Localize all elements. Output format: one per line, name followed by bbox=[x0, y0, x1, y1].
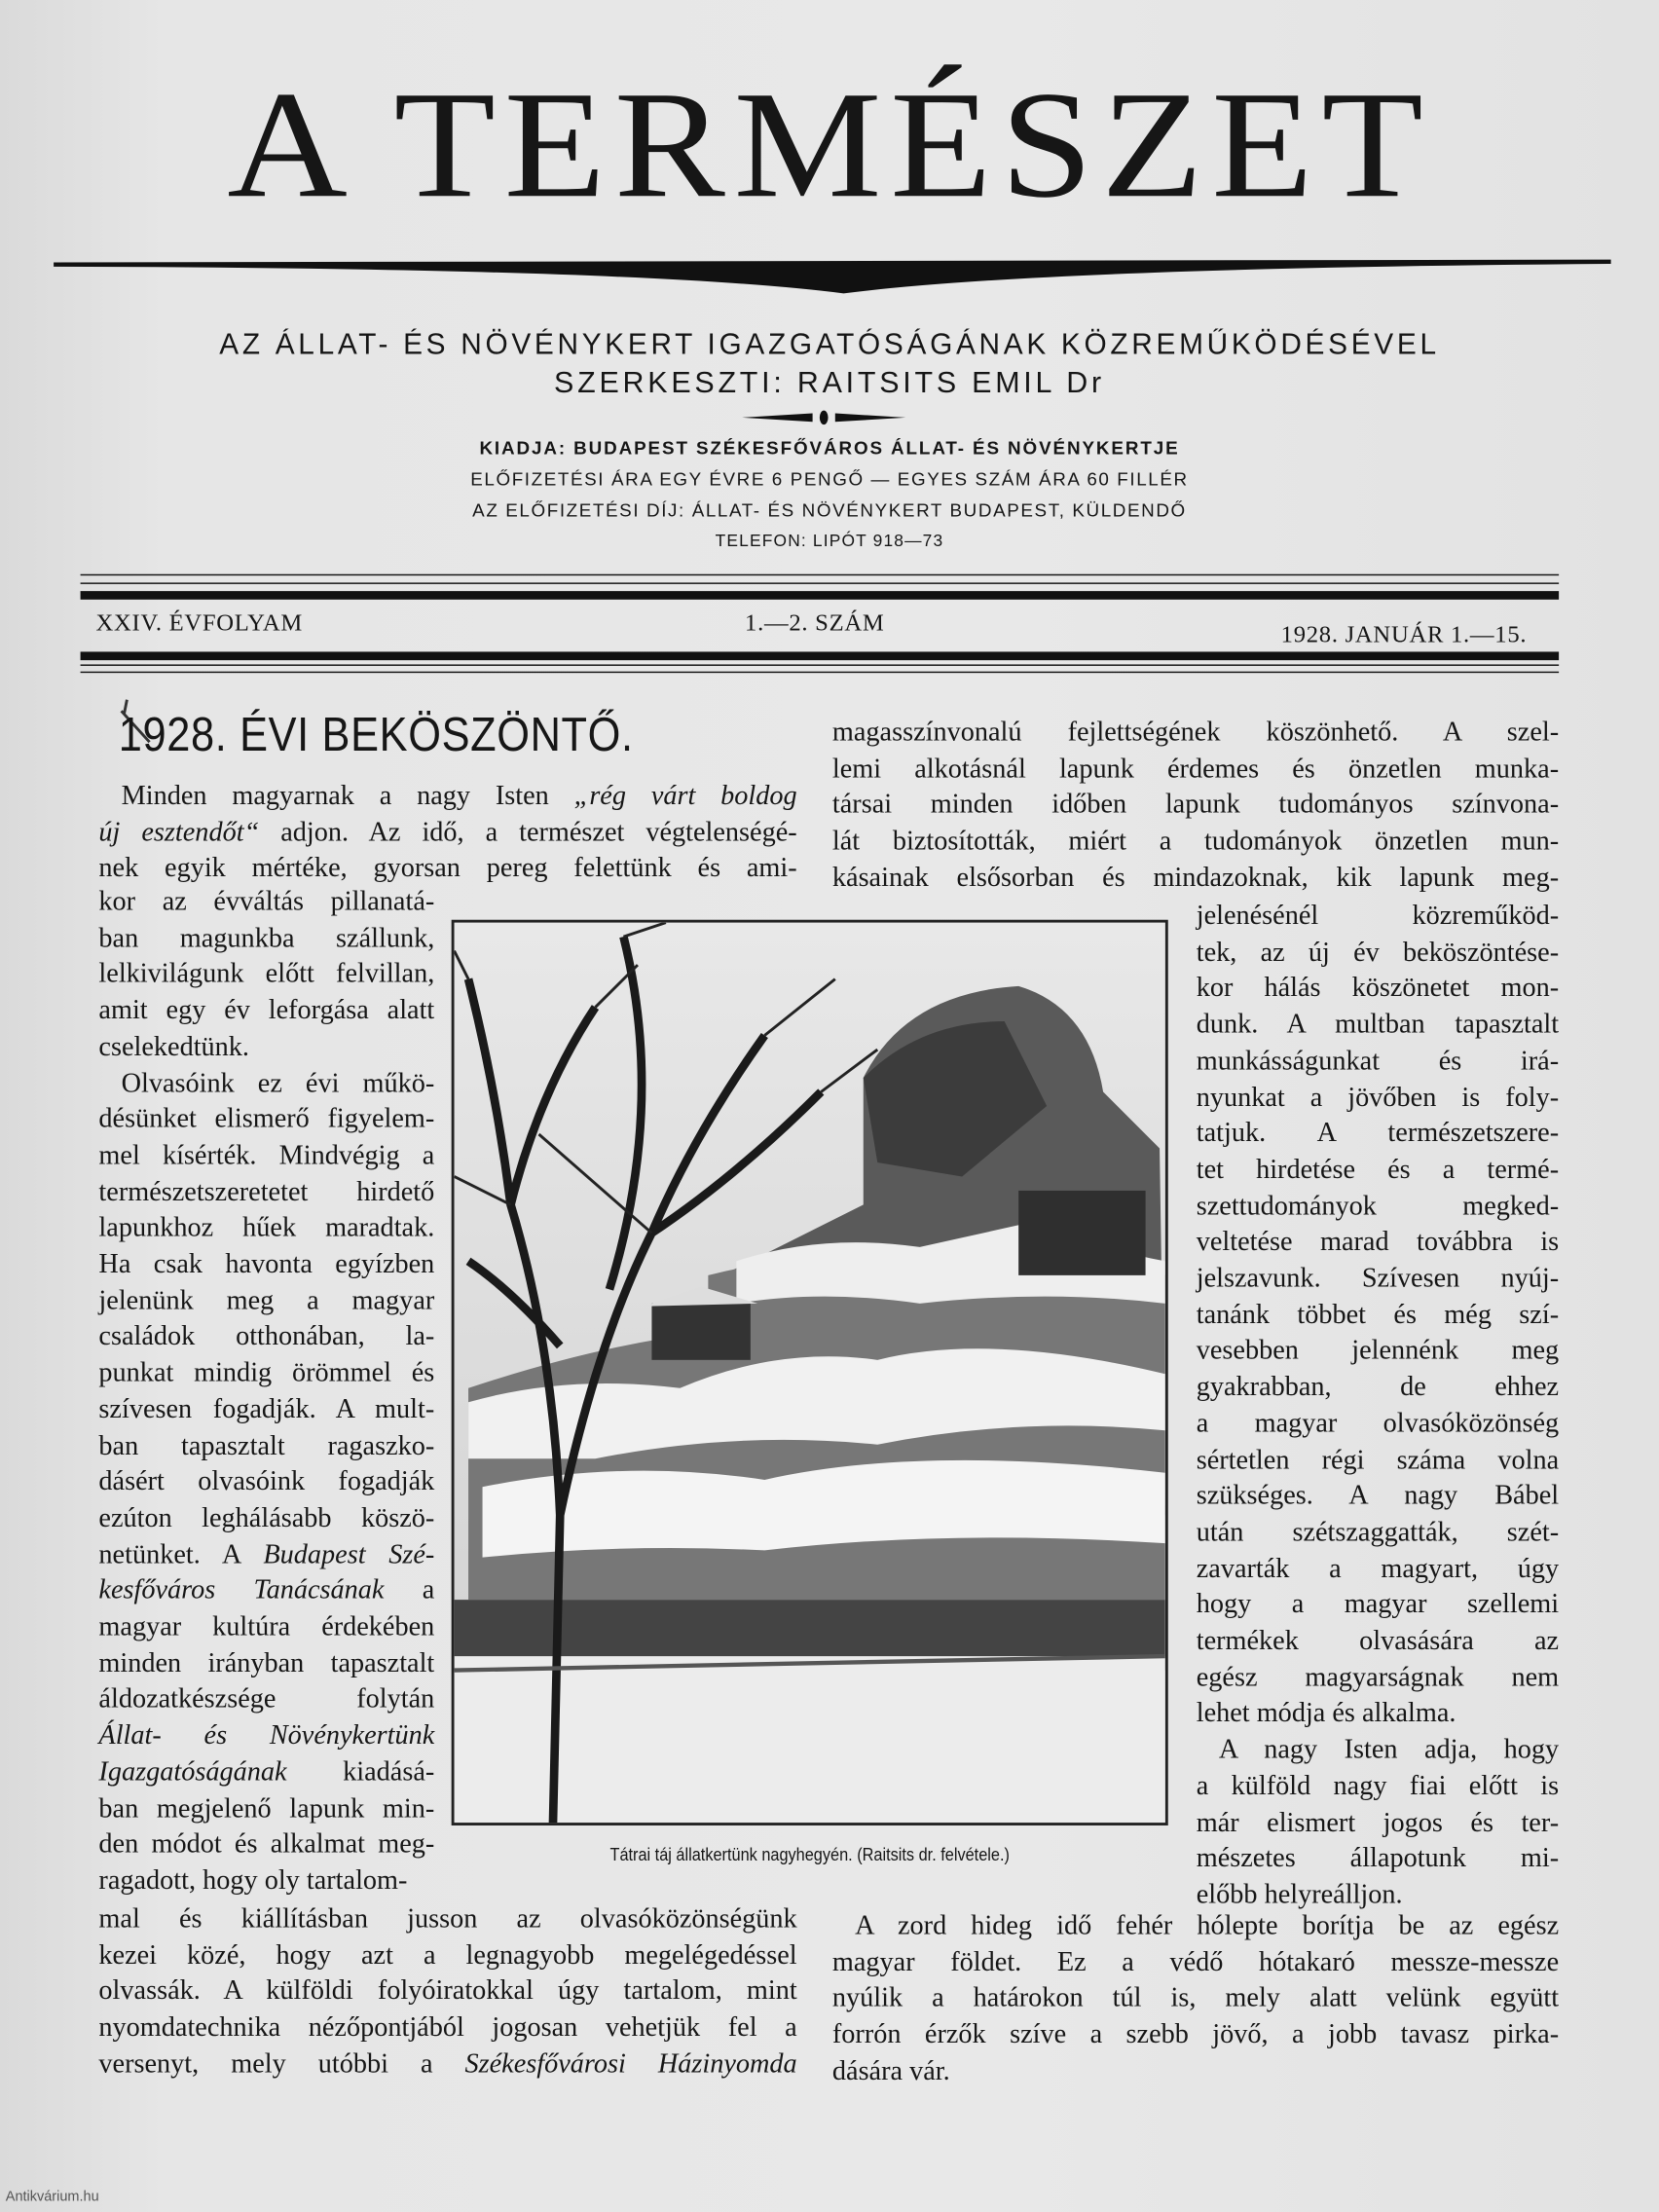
text-line bbox=[1197, 1406, 1559, 1443]
text-line bbox=[98, 1537, 434, 1574]
text-segment: hogy a magyar szellemi bbox=[1196, 1590, 1560, 1620]
text-line bbox=[832, 2053, 1559, 2090]
text-line bbox=[1197, 1624, 1559, 1661]
text-segment: lelkivilágunk előtt felvillan, bbox=[98, 959, 435, 990]
text-segment: dásért olvasóink fogadják bbox=[98, 1467, 435, 1497]
text-line bbox=[98, 1901, 796, 1938]
issue-volume: XXIV. ÉVFOLYAM bbox=[95, 608, 304, 637]
text-line bbox=[1197, 1696, 1559, 1733]
rule-thin bbox=[81, 574, 1560, 575]
text-line bbox=[98, 851, 796, 888]
text-line bbox=[98, 1102, 434, 1139]
italic-text: Budapest Szé- bbox=[263, 1539, 435, 1570]
text-segment: dására vár. bbox=[831, 2056, 950, 2086]
text-segment: a bbox=[384, 1575, 435, 1606]
text-line bbox=[98, 1247, 434, 1284]
text-segment: Olvasóink ez évi műkö- bbox=[121, 1068, 435, 1099]
text-line bbox=[832, 716, 1559, 753]
text-segment: gyakrabban, de ehhez bbox=[1196, 1372, 1560, 1403]
text-segment: mel kísérték. Mindvégig a bbox=[98, 1141, 435, 1171]
text-segment: a külföld nagy fiai előtt is bbox=[1196, 1771, 1560, 1802]
text-line bbox=[832, 1908, 1559, 1945]
text-segment: kiadásá- bbox=[286, 1757, 435, 1788]
text-segment: jelenünk meg a magyar bbox=[98, 1286, 435, 1316]
text-segment: netünket. A bbox=[98, 1539, 264, 1570]
text-segment: versenyt, mely utóbbi a bbox=[98, 2049, 465, 2080]
text-segment: szettudományok megked- bbox=[1196, 1191, 1560, 1222]
text-segment: ban megjelenő lapunk min- bbox=[98, 1793, 435, 1824]
text-line bbox=[98, 1029, 434, 1066]
text-segment: nyunkat a jövőben is foly- bbox=[1196, 1083, 1560, 1113]
text-segment: olvassák. A külföldi folyóiratokkal úgy tartalom, mint bbox=[98, 1976, 797, 2008]
text-line bbox=[98, 1754, 434, 1791]
text-segment: kor az évváltás pillanatá- bbox=[98, 887, 435, 917]
text-segment: ban tapasztalt ragaszko- bbox=[98, 1430, 435, 1461]
text-line bbox=[98, 993, 434, 1030]
photo-image bbox=[455, 923, 1165, 1823]
italic-text: Igazgatóságának bbox=[98, 1757, 287, 1788]
masthead-subtitle: AZ ÁLLAT- ÉS NÖVÉNYKERT IGAZGATÓSÁGÁNAK KÖZREMŰKÖDÉSÉVEL bbox=[219, 328, 1440, 361]
text-segment: után szétszaggatták, szét- bbox=[1196, 1517, 1560, 1548]
text-line bbox=[1197, 1225, 1559, 1262]
text-segment: Ha csak havonta egyízben bbox=[98, 1249, 435, 1280]
address-line: AZ ELŐFIZETÉSI DÍJ: ÁLLAT- ÉS NÖVÉNYKERT BUDAPEST, KÜLDENDŐ bbox=[472, 498, 1187, 521]
text-segment: tet hirdetése és a termé- bbox=[1196, 1155, 1560, 1185]
text-segment: A nagy Isten adja, hogy bbox=[1218, 1735, 1560, 1765]
text-line bbox=[98, 2010, 796, 2047]
text-line bbox=[832, 1945, 1559, 1982]
italic-text: kesfőváros Tanácsának bbox=[98, 1575, 385, 1606]
text-segment: kásainak elsősorban és mindazoknak, kik lapunk meg- bbox=[831, 863, 1560, 893]
masthead-swoosh-divider bbox=[54, 254, 1611, 299]
text-line bbox=[98, 957, 434, 994]
text-line bbox=[98, 1319, 434, 1356]
text-line bbox=[98, 2046, 796, 2083]
text-line bbox=[98, 1718, 434, 1755]
text-segment: amit egy év leforgása alatt bbox=[98, 996, 435, 1026]
text-segment: mészetes állapotunk mi- bbox=[1196, 1844, 1560, 1874]
text-line bbox=[832, 2017, 1559, 2054]
text-segment: magyar földet. Ez a védő hótakaró messze-messze bbox=[831, 1947, 1560, 1978]
text-segment: adjon. Az idő, a természet végtelenségé- bbox=[259, 817, 797, 848]
text-segment: jelszavunk. Szívesen nyúj- bbox=[1196, 1264, 1560, 1294]
ornament-divider bbox=[739, 409, 908, 425]
text-line bbox=[1197, 1261, 1559, 1298]
rule-thin bbox=[81, 672, 1560, 673]
text-line bbox=[1197, 971, 1559, 1008]
text-segment: nek egyik mértéke, gyorsan pereg felettünk és ami- bbox=[98, 854, 797, 884]
text-line bbox=[98, 1428, 434, 1465]
text-segment: dunk. A multban tapasztalt bbox=[1196, 1010, 1560, 1041]
text-line bbox=[98, 779, 796, 816]
text-line bbox=[98, 1790, 434, 1827]
text-segment: den módot és alkalmat meg- bbox=[98, 1829, 435, 1861]
text-line bbox=[98, 885, 434, 922]
text-segment: kezei közé, hogy azt a legnagyobb megelégedéssel bbox=[98, 1940, 797, 1971]
issue-number: 1.—2. SZÁM bbox=[745, 608, 885, 637]
text-line bbox=[1197, 1116, 1559, 1153]
text-line bbox=[1197, 1479, 1559, 1516]
text-segment: családok otthonában, la- bbox=[98, 1322, 435, 1352]
text-segment: veltetése marad továbbra is bbox=[1196, 1228, 1560, 1258]
text-segment: Minden magyarnak a nagy Isten bbox=[121, 781, 574, 812]
text-line bbox=[1197, 1153, 1559, 1190]
text-line bbox=[1197, 1044, 1559, 1081]
text-line bbox=[1197, 1551, 1559, 1588]
text-segment: mal és kiállításban jusson az olvasóközönségünk bbox=[98, 1904, 797, 1935]
text-segment: magasszínvonalú fejlettségének köszönhető. A szel- bbox=[831, 718, 1560, 748]
text-segment: tanánk többet és még szí- bbox=[1196, 1300, 1560, 1330]
text-line bbox=[1197, 1008, 1559, 1045]
photo-caption: Tátrai táj állatkertünk nagyhegyén. (Raitsits dr. felvétele.) bbox=[609, 1845, 1010, 1865]
text-segment: tatjuk. A természetszere- bbox=[1196, 1119, 1560, 1149]
text-segment: punkat mindig örömmel és bbox=[98, 1358, 435, 1388]
text-segment: társai minden időben lapunk tudományos színvona- bbox=[831, 790, 1560, 821]
text-line bbox=[832, 752, 1559, 789]
text-segment: áldozatkészsége folytán bbox=[98, 1684, 435, 1715]
text-segment: désünket elismerő figyelem- bbox=[98, 1104, 435, 1135]
text-line bbox=[1197, 1515, 1559, 1552]
text-segment: ragadott, hogy oly tartalom- bbox=[98, 1865, 408, 1897]
text-segment: minden irányban tapasztalt bbox=[98, 1648, 435, 1678]
text-line bbox=[98, 1138, 434, 1175]
text-segment: kor hálás köszönetet mon- bbox=[1196, 974, 1560, 1004]
text-line bbox=[98, 1066, 434, 1103]
text-line bbox=[98, 815, 796, 852]
text-segment: a magyar olvasóközönség bbox=[1196, 1409, 1560, 1439]
text-segment: lapunkhoz hűek maradtak. bbox=[98, 1213, 435, 1243]
text-segment: magyar kultúra érdekében bbox=[98, 1612, 435, 1642]
watermark: Antikvárium.hu bbox=[5, 2189, 99, 2205]
text-line bbox=[98, 1464, 434, 1501]
text-line bbox=[1197, 1732, 1559, 1769]
text-line bbox=[832, 824, 1559, 861]
masthead-title: A TERMÉSZET bbox=[227, 59, 1432, 230]
text-line bbox=[832, 1981, 1559, 2018]
text-segment: lemi alkotásnál lapunk érdemes és önzetlen munka- bbox=[831, 754, 1560, 785]
rule-thin bbox=[81, 582, 1560, 583]
publisher-line: KIADJA: BUDAPEST SZÉKESFŐVÁROS ÁLLAT- ÉS NÖVÉNYKERTJE bbox=[479, 437, 1180, 459]
italic-text: új esztendőt“ bbox=[98, 817, 260, 848]
text-segment: termékek olvasására az bbox=[1196, 1626, 1560, 1657]
text-segment: cselekedtünk. bbox=[98, 1032, 249, 1062]
text-segment: ezúton leghálásabb köszö- bbox=[98, 1503, 435, 1533]
text-line bbox=[98, 1827, 434, 1864]
text-line bbox=[832, 788, 1559, 825]
issue-date: 1928. JANUÁR 1.—15. bbox=[1280, 620, 1528, 648]
text-segment: lát biztosították, miért a tudományok önzetlen mun- bbox=[831, 827, 1560, 857]
text-line bbox=[98, 1646, 434, 1683]
text-line bbox=[98, 1609, 434, 1646]
text-segment: jelenésénél közreműköd- bbox=[1196, 901, 1560, 932]
text-line bbox=[1197, 1805, 1559, 1842]
text-line bbox=[832, 861, 1559, 898]
text-segment: szükséges. A nagy Bábel bbox=[1196, 1481, 1560, 1512]
text-line bbox=[1197, 1841, 1559, 1878]
text-segment: vesebben jelennénk meg bbox=[1196, 1336, 1560, 1367]
text-segment: előbb helyreálljon. bbox=[1196, 1880, 1403, 1910]
masthead-editor: SZERKESZTI: RAITSITS EMIL Dr bbox=[554, 366, 1105, 400]
text-line bbox=[98, 1392, 434, 1429]
text-segment: már elismert jogos és ter- bbox=[1196, 1807, 1560, 1838]
text-line bbox=[98, 1211, 434, 1248]
text-line bbox=[1197, 1443, 1559, 1480]
italic-text: „rég várt boldog bbox=[573, 781, 797, 812]
text-line bbox=[1197, 935, 1559, 972]
text-line bbox=[1197, 1080, 1559, 1117]
text-segment: zavarták a magyart, úgy bbox=[1196, 1554, 1560, 1584]
text-line bbox=[1197, 1660, 1559, 1697]
text-line bbox=[1197, 1370, 1559, 1407]
text-line bbox=[1197, 899, 1559, 936]
rule-thick bbox=[81, 591, 1560, 600]
text-line bbox=[1197, 1334, 1559, 1371]
text-line bbox=[98, 1573, 434, 1610]
text-segment: forrón érzők szíve a szebb jövő, a jobb tavasz pirka- bbox=[831, 2020, 1560, 2050]
text-segment: egész magyarságnak nem bbox=[1196, 1662, 1560, 1693]
text-segment: természetszeretetet hirdető bbox=[98, 1177, 435, 1207]
text-line bbox=[1197, 1298, 1559, 1335]
text-line bbox=[98, 1501, 434, 1538]
text-segment: A zord hideg idő fehér hólepte borítja be az egész bbox=[855, 1911, 1560, 1941]
text-line bbox=[98, 921, 434, 958]
text-line bbox=[98, 1863, 434, 1900]
text-segment: munkásságunkat és irá- bbox=[1196, 1046, 1560, 1077]
text-line bbox=[98, 1974, 796, 2011]
text-line bbox=[98, 1356, 434, 1393]
photo-winter-rocks bbox=[452, 920, 1168, 1825]
text-segment: sértetlen régi száma volna bbox=[1196, 1445, 1560, 1475]
price-line: ELŐFIZETÉSI ÁRA EGY ÉVRE 6 PENGŐ — EGYES SZÁM ÁRA 60 FILLÉR bbox=[470, 468, 1189, 490]
article-heading: 1928. ÉVI BEKÖSZÖNTŐ. bbox=[118, 708, 634, 762]
text-segment: lehet módja és alkalma. bbox=[1196, 1699, 1456, 1729]
rule-thin bbox=[81, 664, 1560, 665]
italic-text: Székesfővárosi Házinyomda bbox=[464, 2049, 797, 2080]
text-line bbox=[1197, 1769, 1559, 1806]
text-line bbox=[98, 1682, 434, 1719]
text-line bbox=[98, 1937, 796, 1974]
text-segment: tek, az új év beköszöntése- bbox=[1196, 938, 1560, 968]
italic-text: Állat- és Növénykertünk bbox=[98, 1720, 435, 1751]
text-segment: ban magunkba szállunk, bbox=[98, 923, 435, 954]
text-line bbox=[98, 1283, 434, 1320]
text-segment: szívesen fogadják. A mult- bbox=[98, 1394, 435, 1425]
text-line bbox=[98, 1174, 434, 1211]
phone-line: TELEFON: LIPÓT 918—73 bbox=[715, 530, 944, 551]
text-line bbox=[1197, 1189, 1559, 1226]
rule-thick bbox=[81, 651, 1560, 660]
text-line bbox=[1197, 1588, 1559, 1625]
text-segment: nyomdatechnika nézőpontjából jogosan vehetjük fel a bbox=[98, 2012, 797, 2044]
text-segment: nyúlik a határokon túl is, mely alatt velünk együtt bbox=[831, 1983, 1560, 2014]
